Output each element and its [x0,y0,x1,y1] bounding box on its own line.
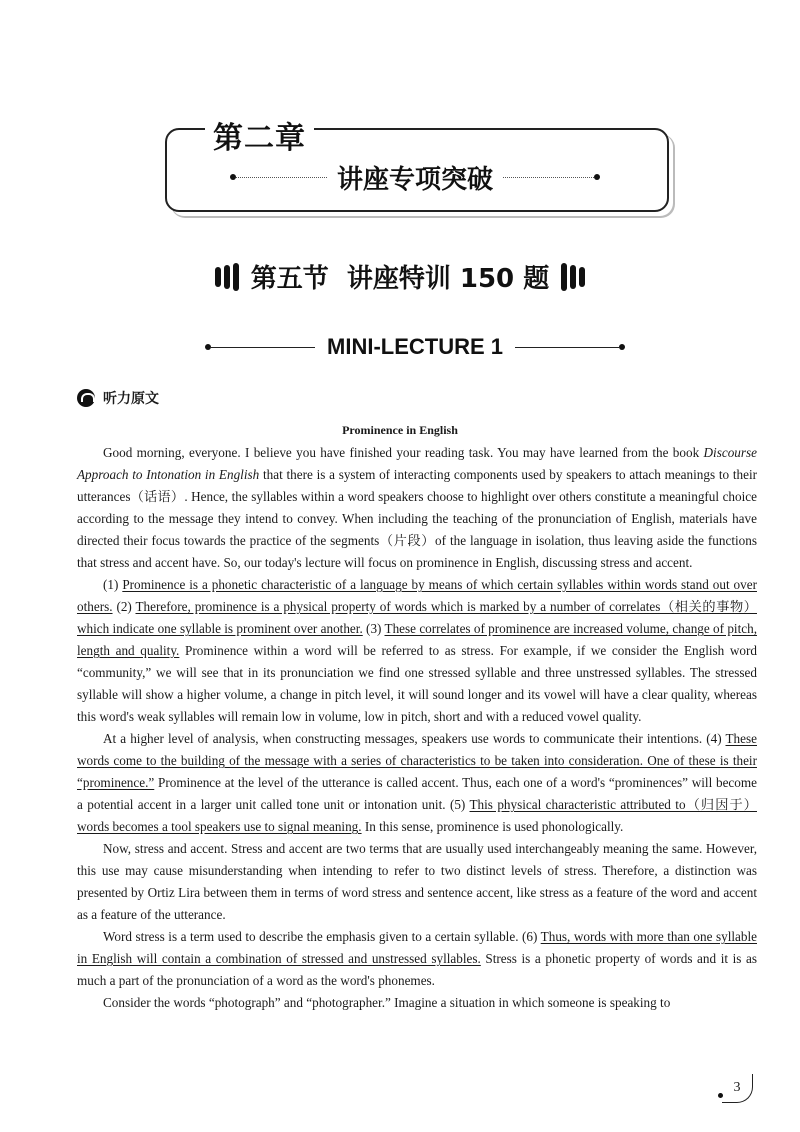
article-title: Prominence in English [342,423,458,437]
text: Word stress is a term used to describe the emphasis given to a certain syllable. (6) [103,929,541,944]
chapter-title-row [230,157,600,197]
rule-line [211,347,315,348]
page-number: 3 [722,1074,753,1103]
text: (2) [112,599,136,614]
underlined-answer: This physical characteristic attributed to（归因于）words becomes a tool speakers use to signal meaning. [77,797,757,834]
dotted-rule [236,177,327,178]
left-bars-icon [215,263,239,291]
mini-lecture-heading [205,334,625,360]
paragraph [77,574,757,728]
text: In this sense, prominence is used phonologically. [361,819,624,834]
transcript-label-text: 听力原文 [103,391,159,407]
paragraph [77,728,757,838]
text: (3) [362,621,385,636]
rule-line [515,347,619,348]
chapter-number: 第二章 [205,113,314,157]
section-title: 讲座特训 150 题 [346,264,550,294]
underlined-answer: Thus, words with more than one syllable in English will contain a combination of stressed and unstressed syllables. [77,929,757,966]
underlined-answer: These correlates of prominence are increased volume, change of pitch, length and quality. [77,621,758,658]
text: Stress is a phonetic property of words and it is as much a part of the pronunciation of a word as the word's phonemes. [77,951,757,988]
text: Prominence at the level of the utterance is called accent. Thus, each one of a word's “prominences” will become a potential accent in a larger unit called tone unit or intonation unit. (5) [77,775,757,812]
bullet-dot-icon [594,174,600,180]
section-number: 第五节 [250,264,329,294]
underlined-answer: These words come to the building of the message with a series of characteristics to be taken into consideration. One of these is their “prominence.” [77,731,757,790]
dotted-rule [503,177,594,178]
underlined-answer: Therefore, prominence is a physical property of words which is marked by a number of correlates（相关的事物）which indicate one syllable is prominent over another. [77,599,757,636]
paragraph: Now, stress and accent. Stress and accent are two terms that are usually used interchangeably meaning the same. However, this use may cause misunderstanding when intending to refer to two distinct levels of stress. Therefore, a distinction was presented by Ortiz Lira between them in terms of word stress and sentence accent, like stress as a feature of the word and accent as a feature of the utterance. [77,841,757,922]
section-heading [0,258,800,295]
article-body [77,442,757,1014]
paragraph [77,442,757,574]
chapter-title: 讲座专项突破 [337,164,494,195]
headphone-icon [77,389,95,407]
text: Prominence within a word will be referred to as stress. For example, if we consider the English word “community,” we will see that in its pronunciation we find one stressed syllable and three unstressed syllables. The stressed syllable will show a higher volume, a change in pitch level, it will sound longer and its vowel will have a clear quality, whereas this word's weak syllables will remain low in volume, low in pitch, short and with a reduced vowel quality. [77,643,757,724]
text: (1) [103,577,123,592]
underlined-answer: Prominence is a phonetic characteristic of a language by means of which certain syllables within words stand out over others. [77,577,757,614]
paragraph [77,926,757,992]
text: that there is a system of interacting components used by speakers to attach meanings to their utterances（话语）. Hence, the syllables within a word speakers choose to highlight over others constitute a meaningful choice according to the message they intend to convey. When including the teaching of the pronunciation of English, materials have directed their focus towards the practice of the segments（片段）of the language in isolation, thus leaving aside the functions that stress and accent have. So, our today's lecture will focus on prominence in English, discussing stress and accent. [77,467,758,570]
book-title: Discourse Approach to Intonation in English [77,445,757,482]
text: At a higher level of analysis, when constructing messages, speakers use words to communicate their intentions. (4) [103,731,726,746]
text: Good morning, everyone. I believe you have finished your reading task. You may have learned from the book [103,445,704,460]
bullet-dot-icon [619,344,625,350]
mini-lecture-title: MINI-LECTURE 1 [327,334,503,359]
paragraph: Consider the words “photograph” and “photographer.” Imagine a situation in which someone is speaking to [103,995,671,1010]
right-bars-icon [561,263,585,291]
transcript-label [77,388,159,408]
